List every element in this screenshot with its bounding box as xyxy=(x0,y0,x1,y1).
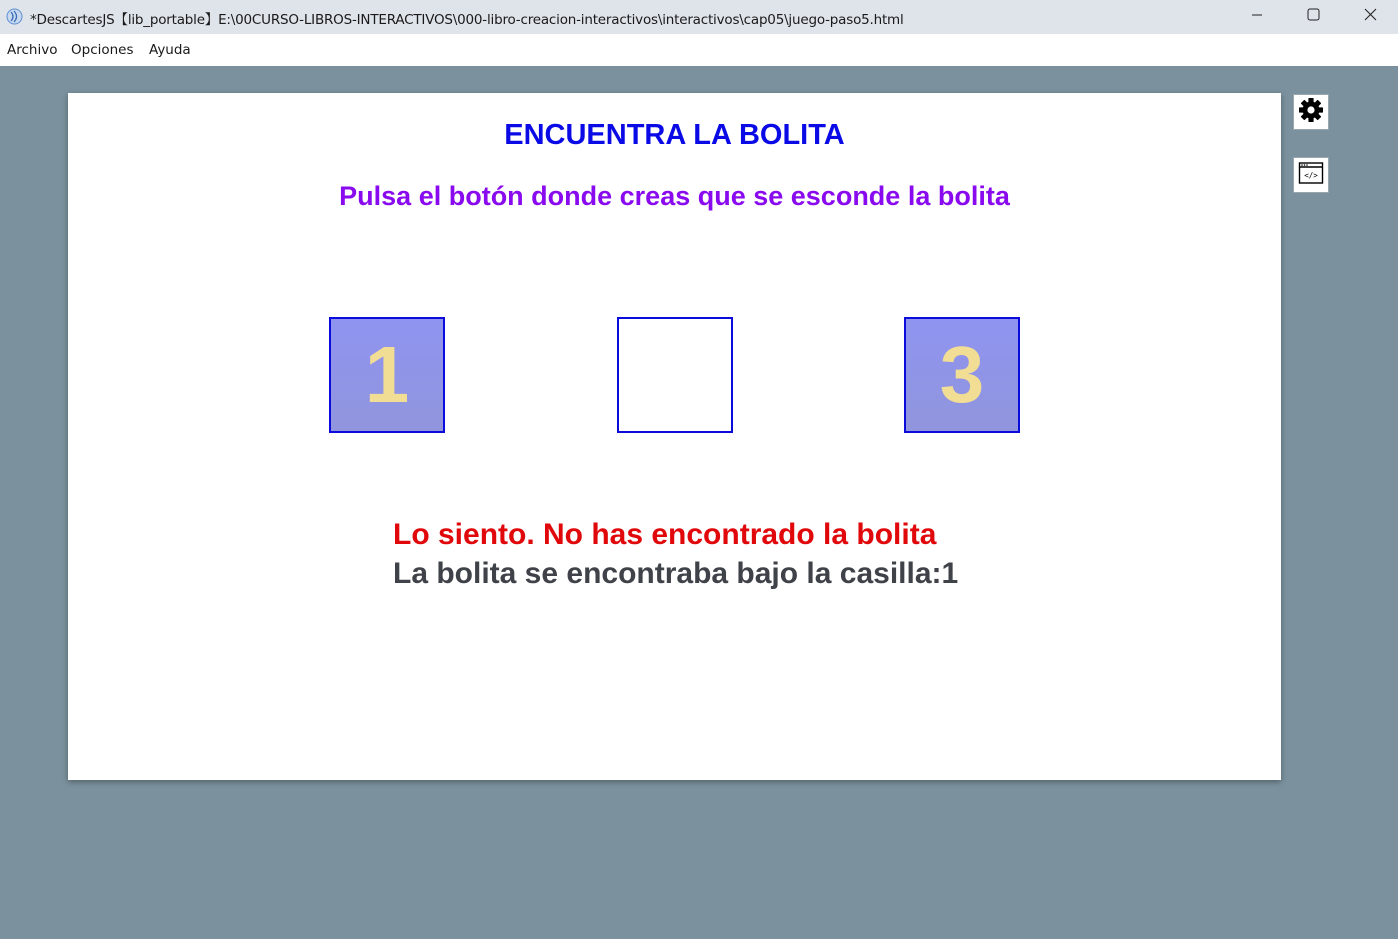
svg-text:</>: </> xyxy=(1304,170,1318,180)
minimize-button[interactable] xyxy=(1229,0,1285,34)
maximize-icon xyxy=(1307,8,1320,26)
instruction-text: Pulsa el botón donde creas que se esconde la bolita xyxy=(339,181,1010,211)
menu-opciones[interactable]: Opciones xyxy=(71,42,134,58)
box-button-3[interactable]: 3 xyxy=(904,317,1020,433)
menu-ayuda[interactable]: Ayuda xyxy=(149,42,191,58)
config-button[interactable] xyxy=(1293,94,1329,130)
descartes-app-icon xyxy=(6,8,23,25)
code-button[interactable] xyxy=(1293,157,1329,193)
code-window-icon xyxy=(1298,161,1324,190)
menu-bar xyxy=(0,34,1398,66)
box-button-2[interactable] xyxy=(617,317,733,433)
title-bar xyxy=(0,0,1398,34)
maximize-button[interactable] xyxy=(1285,0,1341,34)
box-button-1[interactable]: 1 xyxy=(329,317,445,433)
scene-canvas xyxy=(68,93,1281,780)
gear-icon xyxy=(1297,96,1325,129)
close-button[interactable] xyxy=(1342,0,1398,34)
scene-title: ENCUENTRA LA BOLITA xyxy=(504,119,845,151)
menu-archivo[interactable]: Archivo xyxy=(7,42,58,58)
result-message: Lo siento. No has encontrado la bolita xyxy=(393,518,937,551)
close-icon xyxy=(1364,8,1377,26)
answer-message: La bolita se encontraba bajo la casilla:1 xyxy=(393,557,959,590)
minimize-icon xyxy=(1251,8,1263,26)
window-title: *DescartesJS【lib_portable】E:\00CURSO-LIBROS-INTERACTIVOS\000-libro-creacion-interactivos\interactivos\cap05\juego-paso5.html xyxy=(30,12,904,28)
